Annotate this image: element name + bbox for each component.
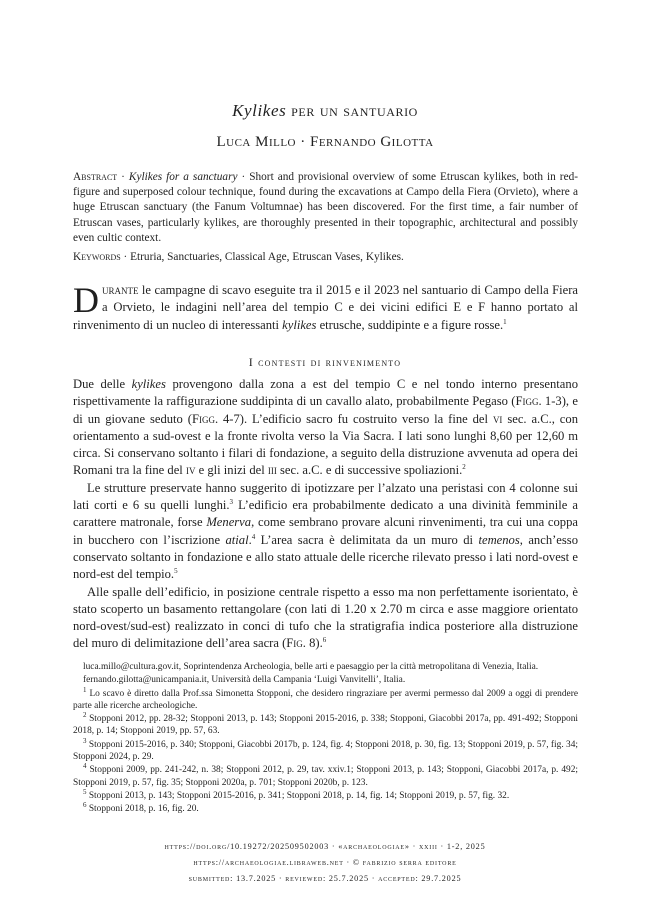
footnote-3: $^3$ Stopponi 2015-2016, p. 340; Stopponi, Giacobbi 2017b, p. 124, fig. 4; Stopponi 2018, p. 30, fig. 13; Stopponi 2019, p. 57, fig. 34; Stopponi 2024, p. 29. bbox=[73, 736, 578, 763]
footnote-1: $^1$ Lo scavo è diretto dalla Prof.ssa Simonetta Stopponi, che desidero ringraziare per avermi permesso dal 2009 a oggi di prendere parte alle ricerche archeologiche. bbox=[73, 685, 579, 711]
footnote-ref-3[interactable]: 3 bbox=[229, 497, 234, 506]
affiliation-2: fernando.gilotta@unicampania.it, Università della Campania ‘Luigi Vanvitelli’, Italia. bbox=[83, 675, 406, 686]
footnote-6: $^6$ Stopponi 2018, p. 16, fig. 20. bbox=[83, 801, 199, 815]
title-italic: Kylikes bbox=[232, 101, 287, 120]
figure-ref[interactable]: Figg. 4-7 bbox=[191, 411, 240, 426]
drop-cap: D bbox=[73, 280, 99, 320]
footnote-ref-2[interactable]: 2 bbox=[462, 463, 466, 472]
abstract-title: Kylikes for a sanctuary bbox=[128, 171, 238, 183]
figure-ref[interactable]: Figg. 1-3 bbox=[515, 394, 562, 409]
affiliation-1: luca.millo@cultura.gov.it, Soprintendenza Archeologia, belle arti e paesaggio per la città metropolitana di Venezia, Italia. bbox=[83, 662, 539, 672]
paragraph-1: Due delle kylikes provengono dalla zona a est del tempio C e nel tondo interno presentano rispettivamente la raffigurazione suddipinta di un cavallo alato, probabilmente Pegaso (Figg. 1-3), e di un giovane seduto (Figg. 4-7). L’edificio sacro fu costruito verso la fine del vi sec. a.C., con orientamento a sud-ovest e la fronte rivolta verso la Via Sacra. I lati sono lunghi 8,60 per 12,60 m circa. Si conservano soltanto i filari di fondazione, a seguito della distruzione avvenuta ad opera dei Romani tra la fine del iv e gli inizi del iii sec. a.C. e di successive spoliazioni.$^2$ bbox=[73, 377, 578, 478]
main-text bbox=[73, 376, 578, 653]
footnote-ref-6[interactable]: 6 bbox=[322, 636, 327, 645]
keywords bbox=[73, 250, 578, 265]
paragraph-2: Le strutture preservate hanno suggerito di ipotizzare per l’alzato una peristasi con 4 colonne sui lati corti e 6 su quelli lunghi.$^3$ L’edificio era probabilmente dedicato a una divinità femminile a carattere matronale, forse Menerva, come sembrano provare alcuni rinvenimenti, tra cui una coppa in bucchero con l’iscrizione atial.$^4$ L’area sacra è delimitata da un muro di temenos, anch’esso conservato soltanto in fondazione e allo stato attuale delle ricerche rilevato presso i lati nord-ovest e nord-est del tempio.$^5$ bbox=[73, 480, 578, 582]
intro-kylikes: kylikes bbox=[282, 317, 317, 332]
abstract-text: · Short and provisional overview of some Etruscan kylikes, both in red-figure and superposed colour technique, found during the excavations at Campo della Fiera (Orvieto), where a huge Etruscan sanctuary (the Fanum Voltumnae) has been discovered. For the first time, a fair number of Etruscan vases, particularly kylikes, are thoroughly presented in their topographic, architectural and possibly even cultic context. bbox=[73, 171, 578, 244]
section-heading: I contesti di rinvenimento bbox=[248, 355, 402, 369]
title-rest: per un santuario bbox=[286, 101, 418, 120]
intro-text-2: etrusche, suddipinte e a figure rosse. bbox=[316, 317, 504, 332]
footnote-ref-4[interactable]: 4 bbox=[251, 532, 256, 541]
footer-dates: submitted: 13.7.2025 · reviewed: 25.7.2025 · accepted: 29.7.2025 bbox=[188, 874, 462, 883]
footnote-5: $^5$ Stopponi 2013, p. 143; Stopponi 2015-2016, p. 341; Stopponi 2018, p. 14, fig. 14; Stopponi 2019, p. 57, fig. 32. bbox=[83, 787, 510, 801]
paragraph-3: Alle spalle dell’edificio, in posizione centrale rispetto a esso ma non perfettamente isorientato, è stato scoperto un basamento rettangolare (con lati di 1.20 x 2.70 m circa e asse maggiore orientato nord-ovest/sud-est) realizzato in conci di tufo che la stratigrafia indica posteriore alla distruzione del muro di delimitazione dell’area sacra (Fig. 8).$^6$ bbox=[73, 584, 578, 651]
footnote-ref-1[interactable]: 1 bbox=[503, 317, 507, 326]
abstract: Abstract · Kylikes for a sanctuary · Short and provisional overview of some Etruscan kylikes, both in red-figure and superposed colour technique, found during the excavations at Campo della Fiera (Orvieto), where a huge Etruscan sanctuary (the Fanum Voltumnae) has been discovered. For the first time, a fair number of Etruscan vases, particularly kylikes, are thoroughly presented in their topographic, architectural and possibly even cultic context. bbox=[73, 171, 578, 244]
keywords-text: · Etruria, Sanctuaries, Classical Age, Etruscan Vases, Kylikes. bbox=[120, 251, 404, 263]
notes bbox=[73, 661, 578, 817]
footnote-ref-5[interactable]: 5 bbox=[174, 567, 178, 576]
intro-lead: urante bbox=[102, 283, 139, 297]
footer-doi[interactable]: https://doi.org/10.19272/202509502003 · «archaeologiae» · xxiii · 1-2, 2025 bbox=[164, 842, 486, 851]
intro-paragraph bbox=[73, 282, 578, 334]
footnote-2: $^2$ Stopponi 2012, pp. 28-32; Stopponi 2013, p. 143; Stopponi 2015-2016, p. 338; Stopponi, Giacobbi 2017a, pp. 491-492; Stopponi 2018, p. 14; Stopponi 2019, pp. 57, 63. bbox=[73, 711, 579, 737]
footnote-4: $^4$ Stopponi 2009, pp. 241-242, n. 38; Stopponi 2012, p. 29, tav. xxiv.1; Stopponi 2013, p. 143; Stopponi, Giacobbi 2017a, p. 492; Stopponi 2019, p. 57, fig. 35; Stopponi 2020a, p. 701; Stopponi 2020b, p. 123. bbox=[73, 762, 578, 788]
footer-publisher[interactable]: https://archaeologiae.libraweb.net · © fabrizio serra editore bbox=[193, 858, 457, 867]
authors: Luca Millo · Fernando Gilotta bbox=[216, 134, 434, 150]
article-title bbox=[0, 101, 650, 121]
intro-text-1: le campagne di scavo eseguite tra il 2015 e il 2023 nel santuario di Campo della Fiera a Orvieto, le indagini nell’area del tempio C e dei vicini edifici E e F hanno portato al rinvenimento di un nucleo di interessanti bbox=[73, 283, 578, 332]
figure-ref[interactable]: Fig. 8 bbox=[286, 636, 316, 651]
abstract-label: Abstract bbox=[73, 171, 118, 183]
keywords-label: Keywords bbox=[73, 251, 121, 263]
